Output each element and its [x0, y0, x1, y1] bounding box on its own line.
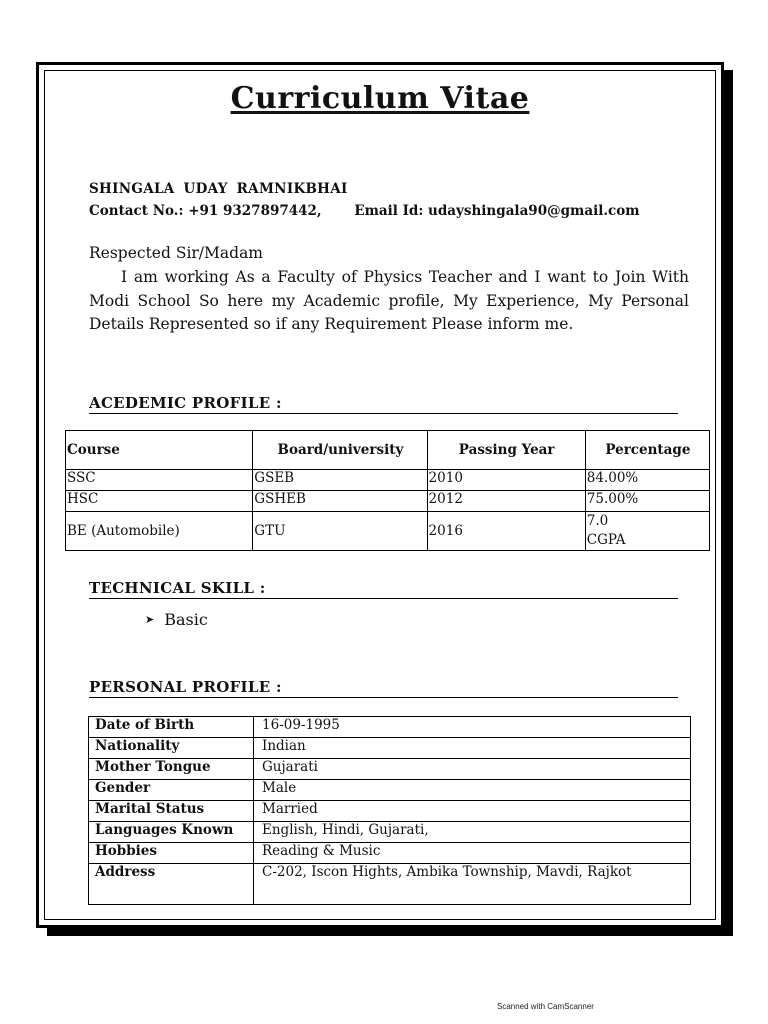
- scanner-watermark: Scanned with CamScanner: [497, 1002, 594, 1011]
- contact-number: Contact No.: +91 9327897442,: [89, 203, 322, 219]
- year-cell: 2010: [427, 470, 585, 491]
- skill-label: Basic: [164, 610, 208, 629]
- field-value: C-202, Iscon Hights, Ambika Township, Mavdi, Rajkot: [254, 864, 691, 905]
- year-cell: 2016: [427, 512, 585, 551]
- board-cell: GSEB: [253, 470, 427, 491]
- field-label: Hobbies: [89, 843, 254, 864]
- year-cell: 2012: [427, 491, 585, 512]
- field-value: Reading & Music: [254, 843, 691, 864]
- cgpa-value: 7.0: [586, 513, 609, 529]
- table-row: [89, 864, 691, 905]
- table-row: [89, 738, 691, 759]
- col-header-percentage: Percentage: [585, 431, 709, 470]
- table-row: [66, 470, 710, 491]
- percentage-cell: 84.00%: [585, 470, 709, 491]
- course-cell: HSC: [66, 491, 253, 512]
- cv-title: Curriculum Vitae: [230, 81, 530, 116]
- col-header-board: Board/university: [253, 431, 427, 470]
- field-label: Gender: [89, 780, 254, 801]
- arrow-bullet-icon: ➤: [145, 613, 155, 626]
- technical-heading: TECHNICAL SKILL :: [89, 579, 678, 599]
- board-cell: GTU: [253, 512, 427, 551]
- field-value: 16-09-1995: [254, 717, 691, 738]
- col-header-year: Passing Year: [427, 431, 585, 470]
- percentage-cell: 75.00%: [585, 491, 709, 512]
- table-row: [89, 801, 691, 822]
- field-label: Marital Status: [89, 801, 254, 822]
- percentage-cell: [585, 512, 709, 551]
- intro-paragraph: I am working As a Faculty of Physics Teacher and I want to Join With Modi School So here my Academic profile, My Experience, My Personal Details Represented so if any Requirement Please inform me.: [89, 268, 689, 333]
- academic-heading: ACEDEMIC PROFILE :: [89, 394, 678, 414]
- cgpa-unit: CGPA: [586, 532, 626, 548]
- table-row: [66, 491, 710, 512]
- board-cell: GSHEB: [253, 491, 427, 512]
- field-value: English, Hindi, Gujarati,: [254, 822, 691, 843]
- academic-table: [65, 430, 710, 551]
- table-row: [89, 759, 691, 780]
- field-value: Indian: [254, 738, 691, 759]
- field-label: Address: [89, 864, 254, 905]
- table-row: [89, 822, 691, 843]
- field-value: Married: [254, 801, 691, 822]
- cv-page: [36, 62, 724, 928]
- personal-table: [88, 716, 691, 905]
- personal-heading: PERSONAL PROFILE :: [89, 678, 678, 698]
- skill-item: [145, 610, 208, 629]
- field-label: Nationality: [89, 738, 254, 759]
- field-label: Languages Known: [89, 822, 254, 843]
- email-id: Email Id: udayshingala90@gmail.com: [354, 203, 640, 219]
- academic-header-row: [66, 431, 710, 470]
- salutation: Respected Sir/Madam: [89, 244, 264, 262]
- table-row: [89, 717, 691, 738]
- contact-line: [89, 203, 640, 219]
- applicant-name: SHINGALA UDAY RAMNIKBHAI: [89, 181, 348, 197]
- table-row: [89, 843, 691, 864]
- course-cell: SSC: [66, 470, 253, 491]
- table-row: [66, 512, 710, 551]
- field-value: Male: [254, 780, 691, 801]
- table-row: [89, 780, 691, 801]
- field-label: Date of Birth: [89, 717, 254, 738]
- field-label: Mother Tongue: [89, 759, 254, 780]
- course-cell: BE (Automobile): [66, 512, 253, 551]
- col-header-course: Course: [66, 431, 253, 470]
- field-value: Gujarati: [254, 759, 691, 780]
- cv-title-wrap: [39, 81, 721, 116]
